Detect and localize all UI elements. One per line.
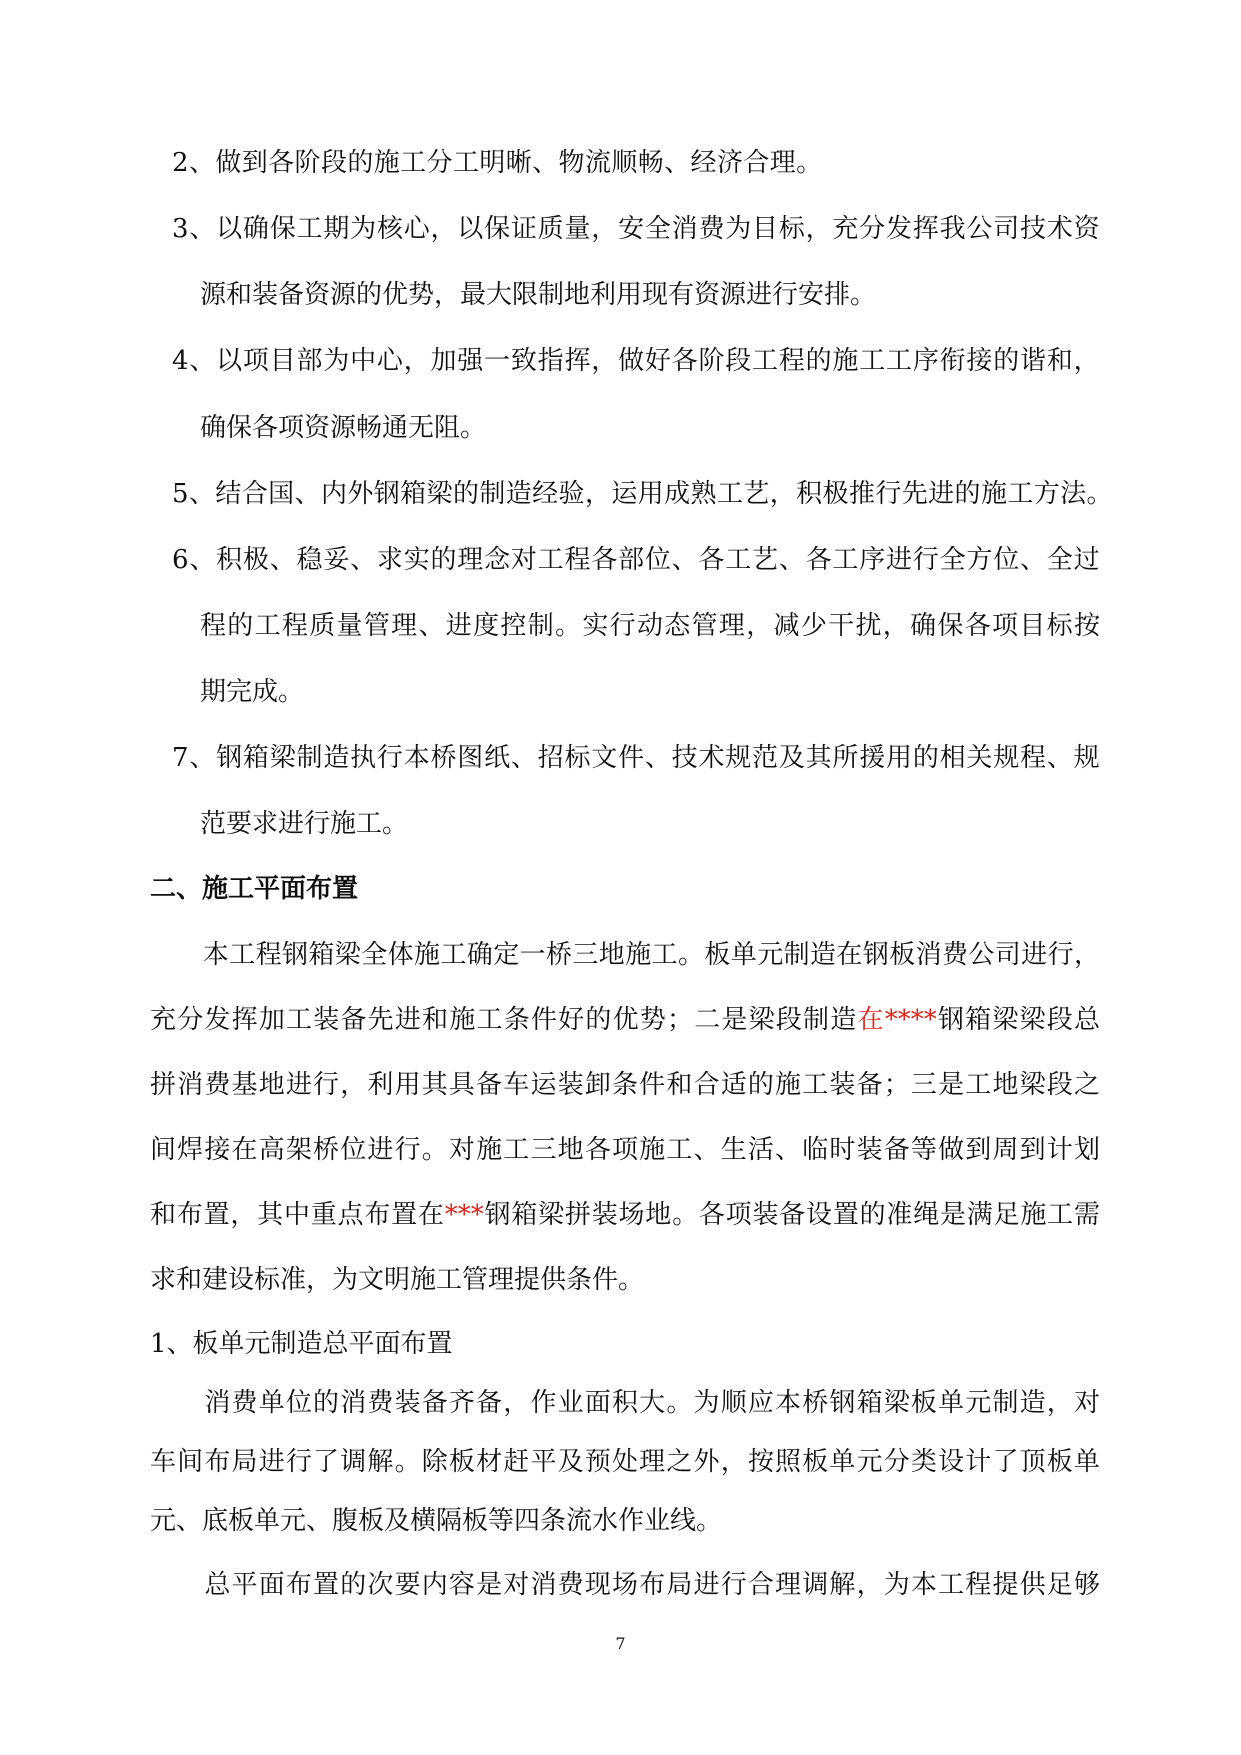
paragraph-2-line-2: 车间布局进行了调解。除板材赶平及预处理之外，按照板单元分类设计了顶板单	[150, 1447, 1100, 1477]
list-item-7-continuation: 范要求进行施工。	[200, 809, 409, 839]
paragraph-1-line-5	[150, 1200, 1100, 1230]
highlight-location-1: 在****	[857, 1005, 937, 1035]
paragraph-1-line-6: 求和建设标准，为文明施工管理提供条件。	[150, 1265, 645, 1295]
page-number: 7	[615, 1634, 626, 1653]
list-item-3: 3、以确保工期为核心，以保证质量，安全消费为目标，充分发挥我公司技术资	[172, 214, 1100, 244]
paragraph-1-line-3: 拼消费基地进行，利用其具备车运装卸条件和合适的施工装备；三是工地梁段之	[150, 1070, 1100, 1100]
subsection-heading: 1、板单元制造总平面布置	[150, 1329, 453, 1359]
paragraph-1-line-2-text: 充分发挥加工装备先进和施工条件好的优势；二是梁段制造	[150, 1005, 858, 1035]
paragraph-1-line-2	[150, 1005, 1100, 1035]
paragraph-1-line-5-text-end: 钢箱梁拼装场地。各项装备设置的准绳是满足施工需	[483, 1200, 1100, 1230]
paragraph-2-line-1: 消费单位的消费装备齐备，作业面积大。为顺应本桥钢箱梁板单元制造，对	[150, 1388, 1100, 1418]
highlight-location-2: ***	[444, 1200, 484, 1230]
paragraph-2-line-3: 元、底板单元、腹板及横隔板等四条流水作业线。	[150, 1506, 723, 1536]
paragraph-3-line-1: 总平面布置的次要内容是对消费现场布局进行合理调解，为本工程提供足够	[150, 1570, 1100, 1600]
list-item-6: 6、积极、稳妥、求实的理念对工程各部位、各工艺、各工序进行全方位、全过	[172, 545, 1100, 575]
list-item-3-continuation: 源和装备资源的优势，最大限制地利用现有资源进行安排。	[200, 280, 877, 310]
list-item-7: 7、钢箱梁制造执行本桥图纸、招标文件、技术规范及其所援用的相关规程、规	[172, 743, 1100, 773]
paragraph-1-line-5-text: 和布置，其中重点布置在	[150, 1200, 445, 1230]
section-heading: 二、施工平面布置	[150, 874, 359, 904]
list-item-6-continuation-2: 期完成。	[200, 677, 305, 707]
list-item-5: 5、结合国、内外钢箱梁的制造经验，运用成熟工艺，积极推行先进的施工方法。	[172, 479, 1113, 509]
list-item-4: 4、以项目部为中心，加强一致指挥，做好各阶段工程的施工工序衔接的谐和，	[172, 346, 1100, 376]
paragraph-1-line-1: 本工程钢箱梁全体施工确定一桥三地施工。板单元制造在钢板消费公司进行，	[150, 940, 1100, 970]
list-item-4-continuation: 确保各项资源畅通无阻。	[200, 413, 487, 443]
list-item-6-continuation-1: 程的工程质量管理、进度控制。实行动态管理，减少干扰，确保各项目标按	[200, 611, 1100, 641]
paragraph-1-line-4: 间焊接在高架桥位进行。对施工三地各项施工、生活、临时装备等做到周到计划	[150, 1135, 1100, 1165]
paragraph-1-line-2-text-end: 钢箱梁梁段总	[936, 1005, 1100, 1035]
list-item-2: 2、做到各阶段的施工分工明晰、物流顺畅、经济合理。	[172, 148, 823, 178]
